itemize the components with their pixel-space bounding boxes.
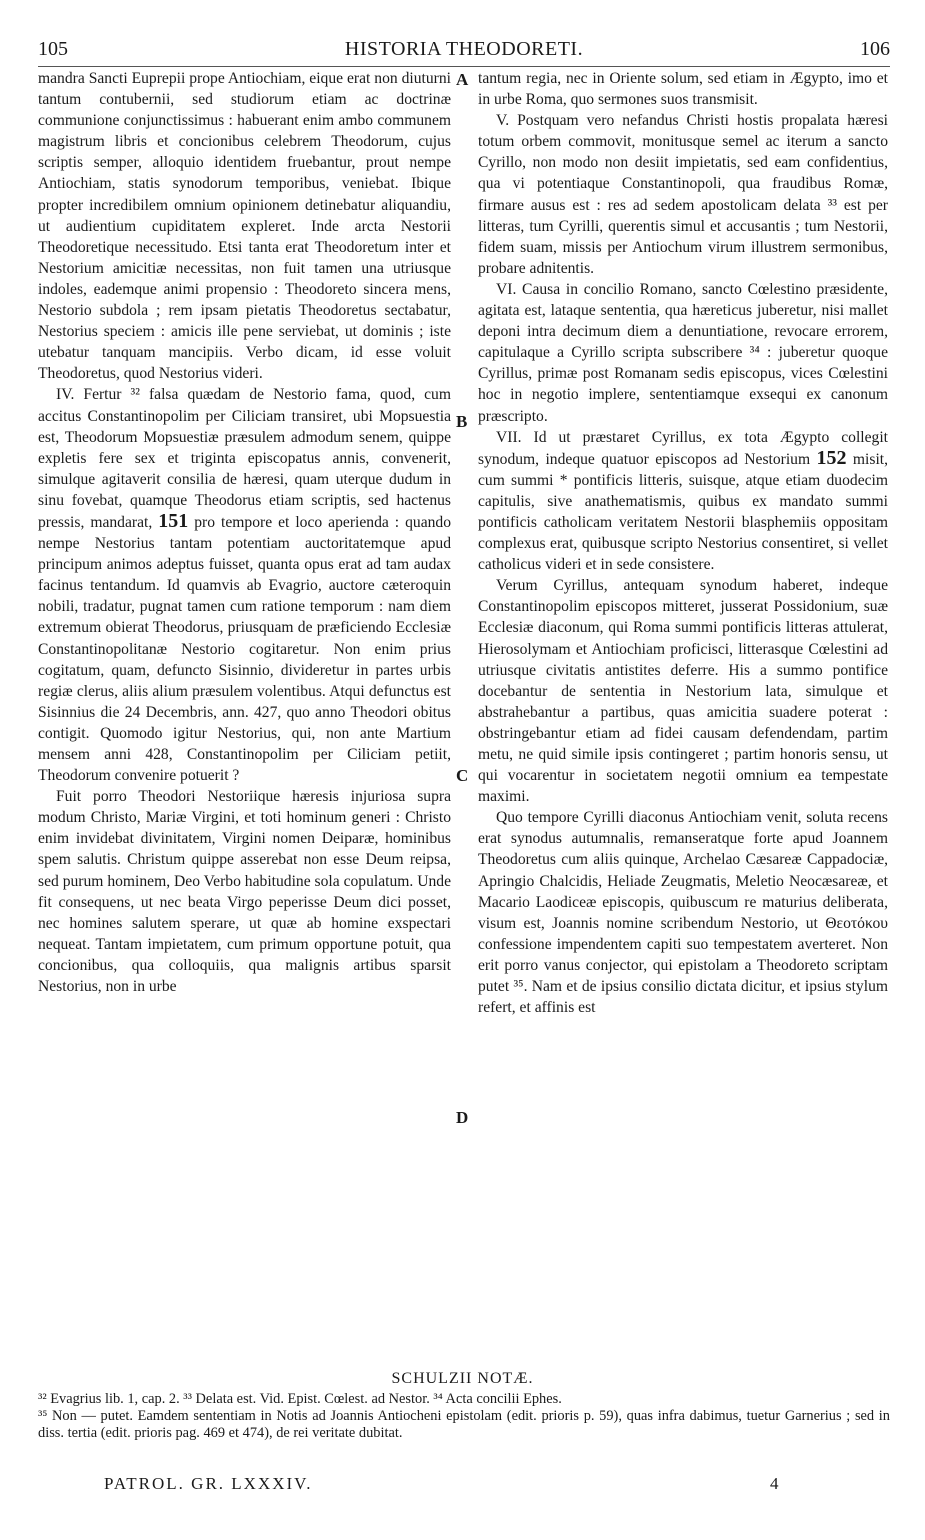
footnotes xyxy=(38,1391,890,1442)
margin-letter-d: D xyxy=(456,1108,469,1127)
paragraph-iv xyxy=(38,384,451,786)
paragraph-text: pro tempore et loco aperienda : quando nempe Nestorius tantam potentiam auctoritatemque apud principum animos adeptus fuisset, quanta opus erat ad tam audax facinus tentandum. Id quamvis ab Evagrio, auctore cæteroquin nobili, tradatur, pugnat tamen cum ratione temporum : nam diem extremum obierat Theodorus, priusquam de præficiendo Ecclesiæ Constantinopolitanæ Nestorio cogitaretur. Non enim prius cogitatum, quam, defuncto Sisinnio, divideretur in partes urbis regiæ clerus, aliis alium præsulem volentibus. Atqui defunctus est Sisinnius die 24 Decembris, ann. 427, quo anno Theodori obitus contigit. Quomodo igitur Nestorius, qui, non ante Martium mensem anni 428, Constantinopolim per Ciliciam petiit, Theodorum convenire potuerit ? xyxy=(38,513,451,785)
paragraph-v: V. Postquam vero nefandus Christi hostis propalata hæresi totum orbem commovit, monitusque semel ac iterum a sancto Cyrillo, non modo non desiit impietatis, sed eam confidentius, qua vi potentiaque Constantinopoli, qua fraudibus Romæ, firmare ausus est : res ad sedem apostolicam delata ³³ est per litteras, tum Cyrilli, querentis simul et accusantis ; tum Nestorii, fidem suam, missis per Antiochum virum illustrem sermonibus, probare adnitentis. xyxy=(478,112,888,277)
header-rule xyxy=(38,66,890,67)
paragraph: tantum regia, nec in Oriente solum, sed etiam in Ægypto, imo et in urbe Roma, quo sermones suos transmisit. xyxy=(478,70,888,109)
page-number-right: 106 xyxy=(860,38,890,60)
margin-letter-c: C xyxy=(456,766,469,785)
paragraph-text: IV. Fertur ³² falsa quædam de Nestorio fama, quod, cum accitus Constantinopolim per Ciliciam transiret, ubi Mopsuestia est, Theodorum Mopsuestiæ præsulem admodum senem, quippe expletis fere sex et triginta episcopatus annis, convenerit, simulque agitaverit consilia de hæresi, quam uterque dudum in sinu fovebat, quamque Theodorus etiam scriptis, sed hactenus pressis, mandarat, xyxy=(38,386,451,531)
margin-letter-a: A xyxy=(456,70,469,89)
page-header xyxy=(38,38,890,66)
paragraph: Verum Cyrillus, antequam synodum haberet, indeque Constantinopolim episcopos mitteret, jusserat Possidonium, suæ Ecclesiæ diaconum, qui Roma summi pontificis litteras attulerat, Hierosolymam et Antiochiam proficisci, litterasque Cœlestini ad utriusque civitatis antistites deferre. His a summo pontifice docebantur de sententia in Nestorium lata, simulque et abstrahebantur a partibus, quas amicitia suadere poterat : obstringebantur etiam ad fidei causam defendendam, partim metu, ne quid simile ipsis contingeret ; partim honoris sensu, ut qui vocarentur in societatem negotii omnium ea tempestate maximi. xyxy=(478,577,888,806)
right-column xyxy=(478,68,888,1018)
paragraph-vii xyxy=(478,427,888,576)
paragraph: Fuit porro Theodori Nestoriique hæresis injuriosa supra modum Christo, Mariæ Virgini, et toti hominum generi : Christo enim invidebat divinitatem, Virgini nomen Deiparæ, hominibus spem salutis. Christum quippe asserebat non esse Deum reipsa, sed purum hominem, Deo Verbo habitudine sola copulatum. Unde fit consequens, ut nec beata Virgo peperisse Deum dici posset, nec homines salutem sperare, ut quæ ab homine exspectari nequeat. Tantam impietatem, cum primum opportune potuit, qua concionibus, qua colloquiis, qua malignis artibus sparsit Nestorius, non in urbe xyxy=(38,788,451,996)
paragraph-vi: VI. Causa in concilio Romano, sancto Cœlestino præsidente, agitata est, lataque sententia, qua hæreticus juberetur, nisi mallet deponi intra decimum diem a denuntiatione, revocare errorem, capitulaque a Cyrillo scripta subscribere ³⁴ : juberetur quoque Cyrillus, primæ post Romanam sedis episcopus, vices Cœlestini hoc in negotio implere, sententiamque exsequi ex canonum præscripto. xyxy=(478,280,888,425)
footer-signature: 4 xyxy=(770,1474,779,1493)
paragraph: Quo tempore Cyrilli diaconus Antiochiam venit, soluta recens erat synodus autumnalis, remanseratque forte apud Joannem Theodoretus cum aliis quinque, Archelao Cæsareæ Cappadociæ, Apringio Chalcidis, Heliade Zeugmatis, Meletio Neocæsareæ, et Macario Laodiceæ episcopis, quibuscum re maturius deliberata, visum est, Joannis nomine scribendum Nestorio, ut Θεοτόκου confessione impendentem capiti suo tempestatem averteret. Non erit porro vanus conjector, qui epistolam a Theodoreto scriptam putet ³⁵. Nam et de ipsius consilio dictata dicitur, et ipsius stylum refert, et affinis est xyxy=(478,809,888,1017)
page-number-left: 105 xyxy=(38,38,68,60)
left-column xyxy=(38,68,451,997)
column-number: 152 xyxy=(816,446,847,469)
footnote-line: ³² Evagrius lib. 1, cap. 2. ³³ Delata est. Vid. Epist. Cœlest. ad Nestor. ³⁴ Acta concilii Ephes. xyxy=(38,1391,562,1407)
margin-letter-b: B xyxy=(456,412,468,431)
paragraph-text: VII. Id ut præstaret Cyrillus, ex tota Ægypto collegit synodum, indeque quatuor episcopos ad Nestorium xyxy=(478,428,888,468)
paragraph-text: misit, cum summi * pontificis litteris, suisque, atque etiam duodecim capitulis, sive anathematismis, quibus ex mandato summi pontificis catholicam veritatem Nestorii blasphemiis oppositam complexus erat, quibusque scripto Nestorius consentiret, si vellet catholicus videri et in sede consistere. xyxy=(478,450,889,574)
running-title: HISTORIA THEODORETI. xyxy=(344,38,584,60)
notes-title: SCHULZII NOTÆ. xyxy=(391,1370,534,1387)
footer-series: PATROL. GR. LXXXIV. xyxy=(104,1474,313,1493)
footnote-line: ³⁵ Non — putet. Eamdem sententiam in Notis ad Joannis Antiocheni epistolam (edit. prioris p. 59), quas infra dabimus, tuetur Garnerius ; sed in diss. tertia (edit. prioris pag. 469 et 474), de rei veritate dubitat. xyxy=(38,1408,890,1441)
paragraph: mandra Sancti Euprepii prope Antiochiam, eique erat non diuturni tantum contubernii, sed studiorum etiam ac doctrinæ communione conjunctissimus : habuerant enim ambo communem magistrum libris et concionibus celebrem Theodorum, cujus scriptis semper, alloquio identidem fruebantur, prout nempe Antiochiam, statis synodorum temporibus, veniebat. Ibique propter incredibilem omnium opinionem detinebatur aliquandiu, ut audientium cupiditatem expleret. Inde arcta Nestorii Theodoretique necessitudo. Etsi tanta erat Theodoretum inter et Nestorium amicitiæ necessitas, non fuit tamen una utriusque indoles, eademque animi propensio : Theodoreto sincera mens, Nestorio subdola ; rem ipsam pietatis Theodoretus sectabatur, Nestorius speciem : amicis ille pene serviebat, ut dominis ; iste utebatur tanquam mancipiis. Verbo dicam, id esse voluit Theodoretus, quod Nestorius videri. xyxy=(38,70,451,383)
column-number: 151 xyxy=(158,509,189,532)
